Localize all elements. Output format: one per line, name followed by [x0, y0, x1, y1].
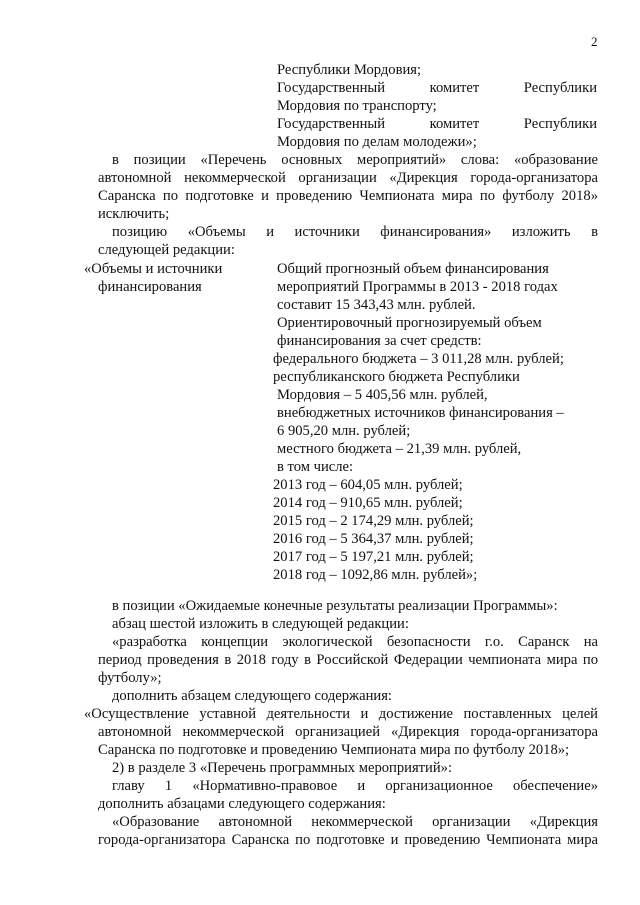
funding-label-line-1: «Объемы и источники [84, 261, 223, 277]
top-list-line-5: Мордовия по делам молодежи»; [277, 134, 477, 150]
results-line-1: в позиции «Ожидаемые конечные результаты реализации Программы»: [112, 598, 558, 614]
funding-year-2013: 2013 год – 604,05 млн. рублей; [273, 477, 463, 493]
top-list-line-2: Государственный комитет Республики [277, 80, 597, 96]
position-para-line-2: следующей редакции: [98, 242, 235, 258]
exclude-para-line-1: в позиции «Перечень основных мероприятий» слова: «образование [112, 152, 598, 168]
results-line-5: футболу»; [98, 670, 162, 686]
funding-line-10: 6 905,20 млн. рублей; [277, 423, 411, 439]
section3-line-1: 2) в разделе 3 «Перечень программных мероприятий»: [112, 760, 453, 776]
section3-line-3: дополнить абзацами следующего содержания: [98, 796, 386, 812]
top-list-line-4: Государственный комитет Республики [277, 116, 597, 132]
results-line-9: Саранска по подготовке и проведению Чемпионата мира по футболу 2018»; [98, 742, 570, 758]
funding-year-2017: 2017 год – 5 197,21 млн. рублей; [273, 549, 474, 565]
funding-line-11: местного бюджета – 21,39 млн. рублей, [277, 441, 522, 457]
results-line-2: абзац шестой изложить в следующей редакции: [112, 616, 409, 632]
funding-line-8: Мордовия – 5 405,56 млн. рублей, [277, 387, 488, 403]
section3-line-4: «Образование автономной некоммерческой организации «Дирекция [112, 814, 598, 830]
funding-year-2016: 2016 год – 5 364,37 млн. рублей; [273, 531, 474, 547]
funding-line-9: внебюджетных источников финансирования – [277, 405, 564, 421]
exclude-para-line-3: Саранска по подготовке и проведению Чемпионата мира по футболу 2018» [98, 188, 598, 204]
results-line-7: «Осуществление уставной деятельности и достижение поставленных целей [84, 706, 598, 722]
results-line-3: «разработка концепции экологической безопасности г.о. Саранск на [112, 634, 598, 650]
exclude-para-line-2: автономной некоммерческой организации «Дирекция города-организатора [98, 170, 598, 186]
top-list-line-3: Мордовия по транспорту; [277, 98, 437, 114]
results-line-8: автономной некоммерческой организацией «Дирекция города-организатора [98, 724, 598, 740]
results-line-6: дополнить абзацем следующего содержания: [112, 688, 392, 704]
funding-line-7: республиканского бюджета Республики [273, 369, 520, 385]
funding-line-3: составит 15 343,43 млн. рублей. [277, 297, 476, 313]
funding-line-4: Ориентировочный прогнозируемый объем [277, 315, 542, 331]
funding-year-2015: 2015 год – 2 174,29 млн. рублей; [273, 513, 474, 529]
funding-line-2: мероприятий Программы в 2013 - 2018 годах [277, 279, 558, 295]
funding-line-12: в том числе: [277, 459, 354, 475]
funding-year-2014: 2014 год – 910,65 млн. рублей; [273, 495, 463, 511]
section3-line-5: города-организатора Саранска по подготовке и проведению Чемпионата мира [98, 832, 598, 848]
position-para-line-1: позицию «Объемы и источники финансирования» изложить в [112, 224, 598, 240]
results-line-4: период проведения в 2018 году в Российской Федерации чемпионата мира по [98, 652, 598, 668]
funding-line-5: финансирования за счет средств: [277, 333, 482, 349]
top-list-line-1: Республики Мордовия; [277, 62, 422, 78]
funding-line-6: федерального бюджета – 3 011,28 млн. рублей; [273, 351, 564, 367]
exclude-para-line-4: исключить; [98, 206, 170, 222]
funding-line-1: Общий прогнозный объем финансирования [277, 261, 549, 277]
funding-label-line-2: финансирования [98, 279, 202, 295]
funding-year-2018: 2018 год – 1092,86 млн. рублей»; [273, 567, 478, 583]
section3-line-2: главу 1 «Нормативно-правовое и организационное обеспечение» [112, 778, 598, 794]
page-number: 2 [591, 34, 598, 49]
